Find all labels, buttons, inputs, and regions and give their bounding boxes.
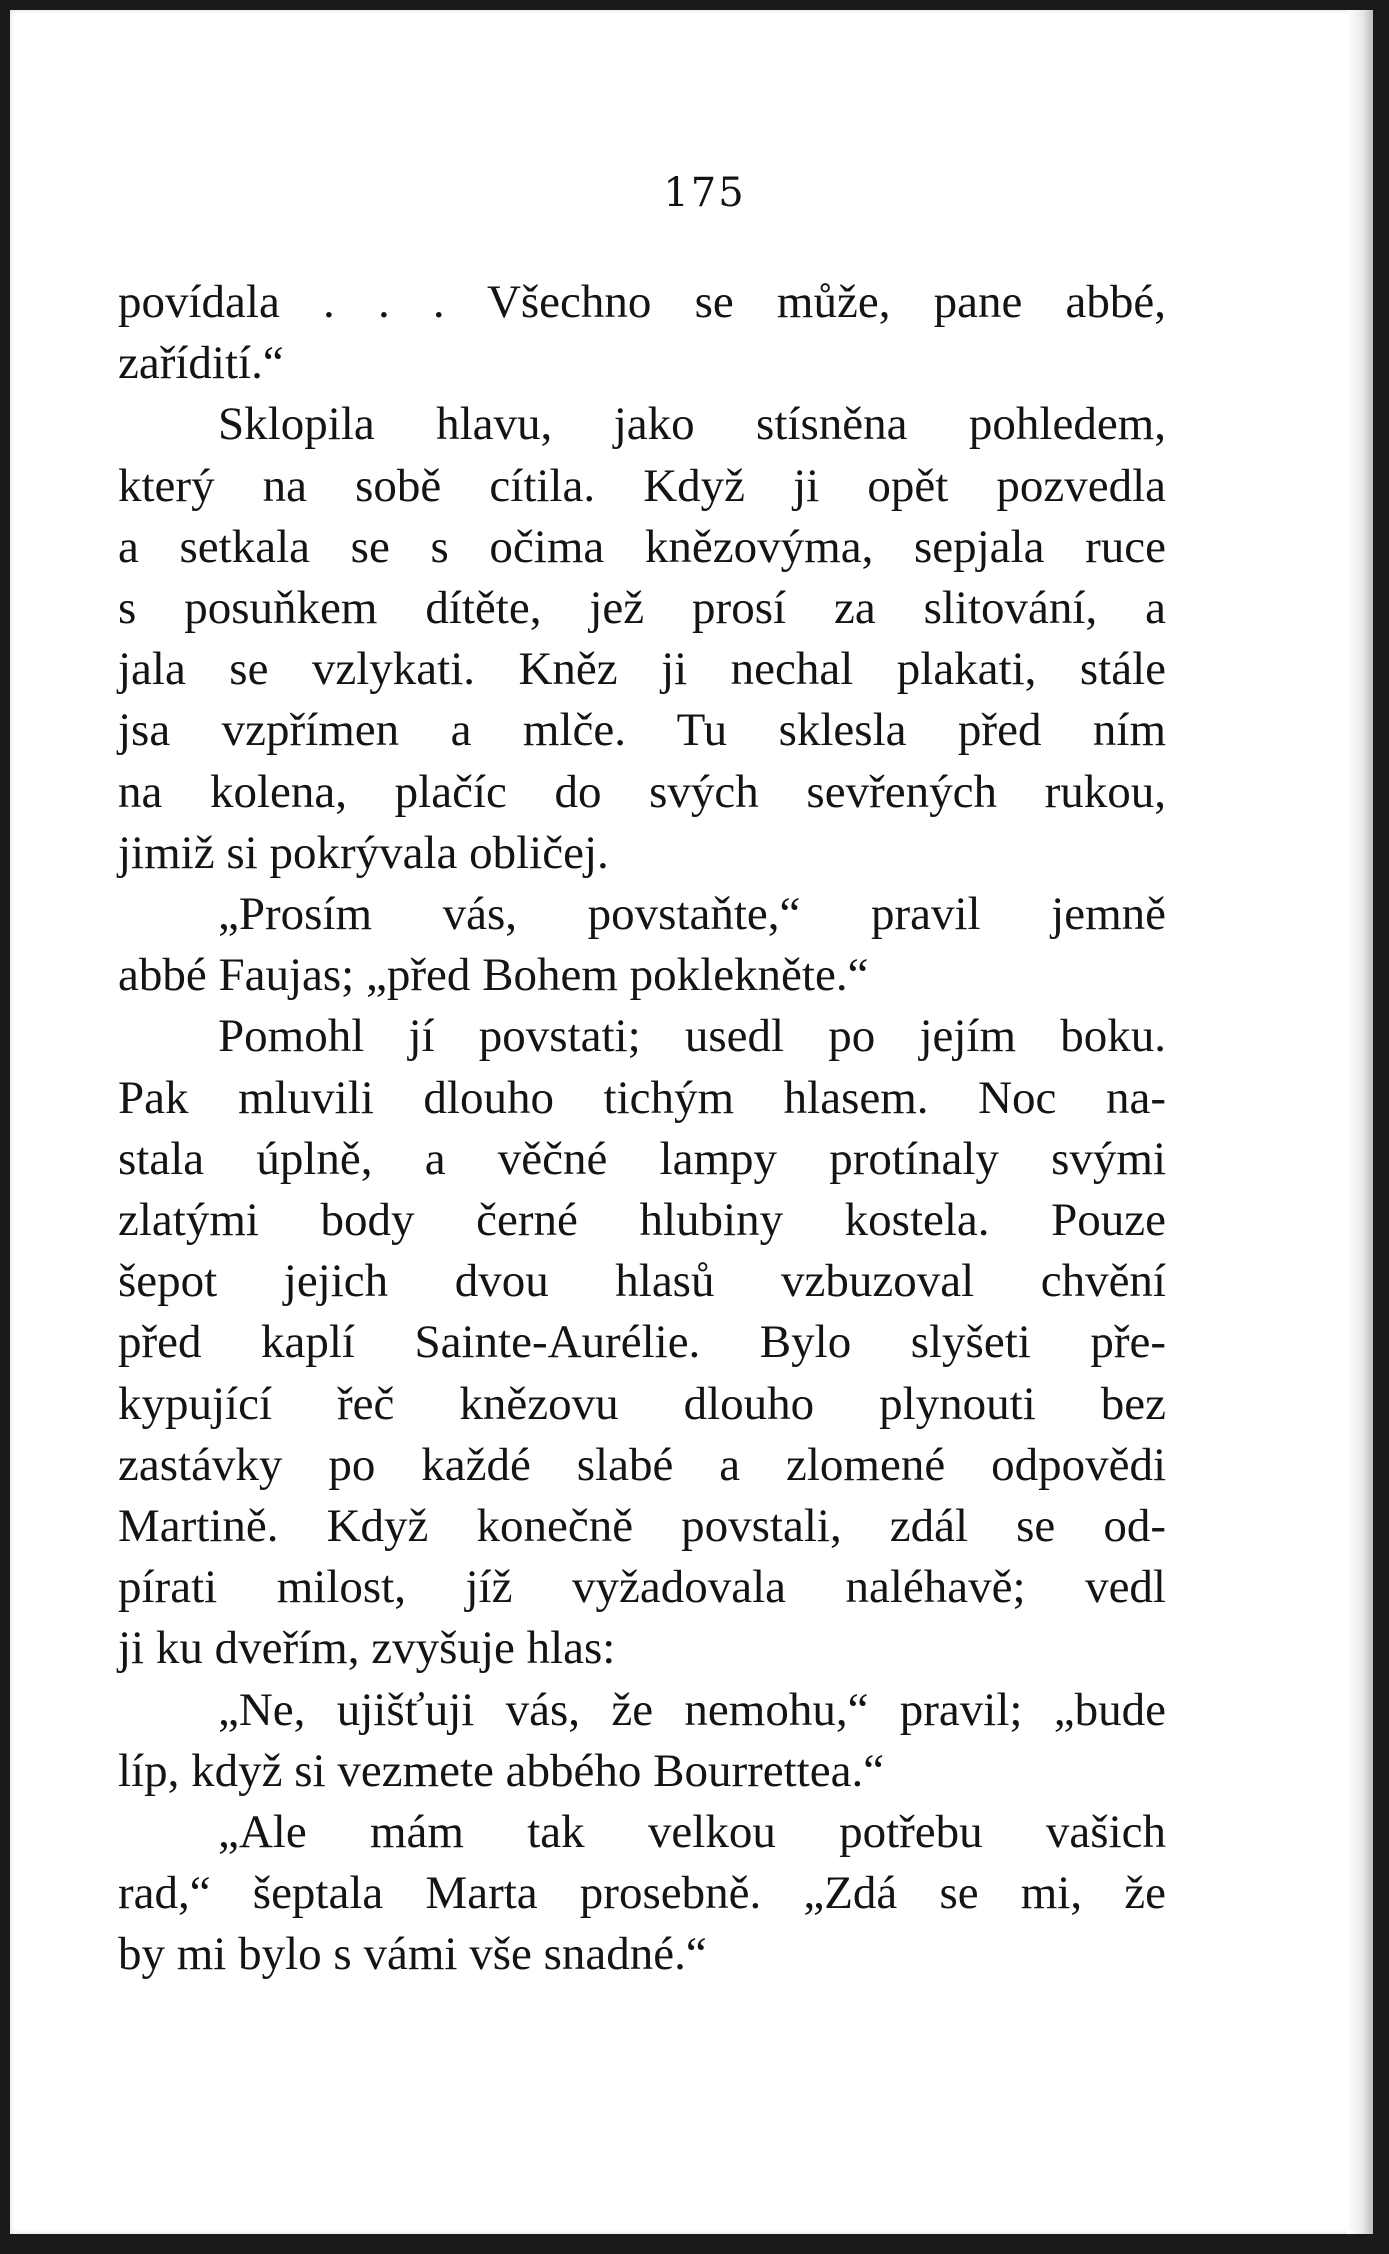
text-line: jimiž si pokrývala obličej. [118,826,609,879]
body-text [118,272,1166,1986]
text-line: by mi bylo s vámi vše snadné.“ [118,1928,707,1981]
text-line: jsa vzpřímen a mlče. Tu sklesla před ním [118,704,1166,757]
page-edge-shadow [1347,10,1373,2234]
text-line: „Prosím vás, povstaňte,“ pravil jemně [218,888,1166,941]
text-line: Martině. Když konečně povstali, zdál se od- [118,1500,1166,1553]
text-line: jala se vzlykati. Kněz ji nechal plakati, stále [118,643,1166,696]
text-line: ji ku dveřím, zvyšuje hlas: [118,1622,616,1675]
text-line: pírati milost, jíž vyžadovala naléhavě; vedl [118,1561,1166,1614]
text-line: Pak mluvili dlouho tichým hlasem. Noc na- [118,1071,1166,1124]
text-line: šepot jejich dvou hlasů vzbuzoval chvění [118,1255,1166,1308]
page-number: 175 [663,170,746,216]
text-line: s posuňkem dítěte, jež prosí za slitování, a [118,582,1166,635]
text-line: před kaplí Sainte-Aurélie. Bylo slyšeti pře- [118,1316,1166,1369]
text-line: zařídití.“ [118,337,284,390]
text-line: „Ne, ujišťuji vás, že nemohu,“ pravil; „bude [218,1683,1166,1736]
text-line: povídala . . . Všechno se může, pane abbé, [118,276,1166,328]
text-line: zlatými body černé hlubiny kostela. Pouze [118,1194,1166,1247]
text-line: a setkala se s očima knězovýma, sepjala ruce [118,520,1166,573]
text-line: „Ale mám tak velkou potřebu vašich [218,1806,1166,1859]
text-line: zastávky po každé slabé a zlomené odpovědi [118,1438,1166,1491]
text-line: líp, když si vezmete abbého Bourrettea.“ [118,1744,885,1797]
text-line: který na sobě cítila. Když ji opět pozvedla [118,459,1166,512]
text-line: kypující řeč knězovu dlouho plynouti bez [118,1377,1166,1430]
text-line: Sklopila hlavu, jako stísněna pohledem, [218,398,1166,451]
book-page [10,10,1373,2234]
text-line: abbé Faujas; „před Bohem poklekněte.“ [118,949,869,1002]
text-line: Pomohl jí povstati; usedl po jejím boku. [218,1010,1166,1063]
text-line: stala úplně, a věčné lampy protínaly svými [118,1132,1166,1185]
text-line: na kolena, plačíc do svých sevřených rukou, [118,765,1166,818]
text-line: rad,“ šeptala Marta prosebně. „Zdá se mi, že [118,1867,1166,1920]
